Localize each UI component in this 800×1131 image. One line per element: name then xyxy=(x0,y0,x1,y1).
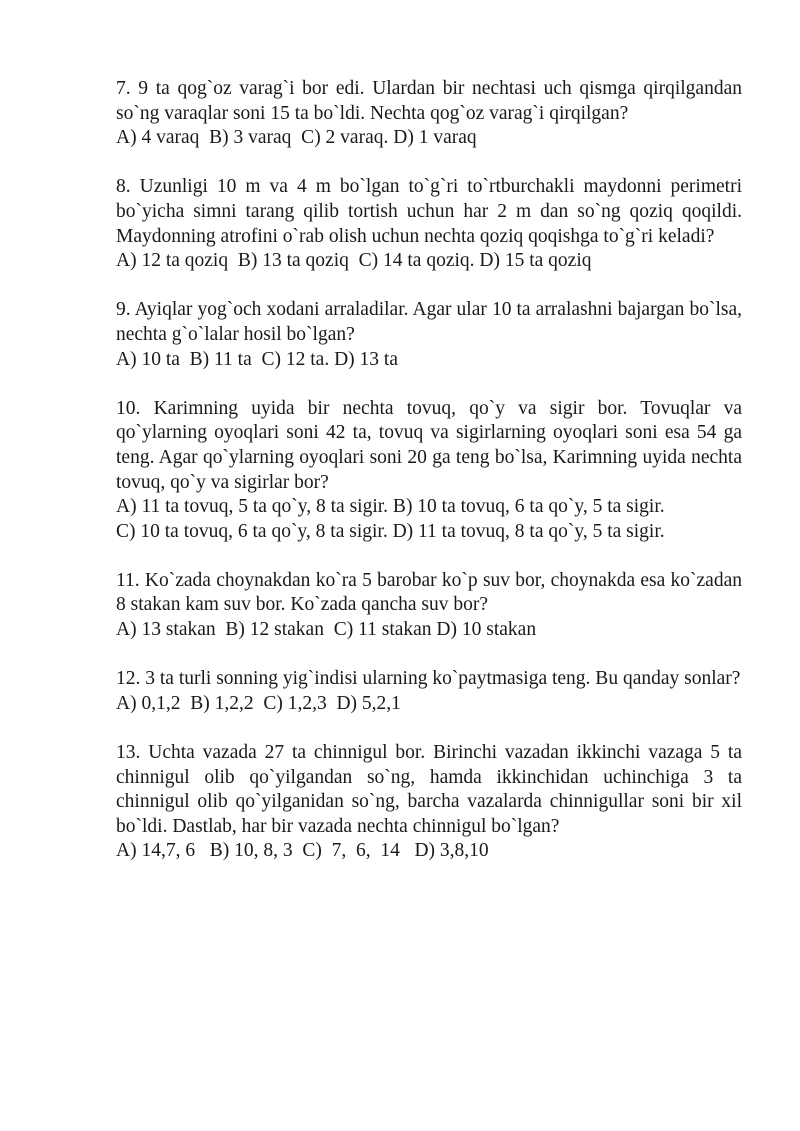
answer-options: A) 4 varaq B) 3 varaq C) 2 varaq. D) 1 varaq xyxy=(116,127,477,149)
question-text: 11. Ko`zada choynakdan ko`ra 5 barobar ko`p suv bor, choynakda esa ko`zadan 8 stakan kam suv bor. Ko`zada qancha suv bor? xyxy=(116,569,742,616)
question-12 xyxy=(116,667,742,716)
question-9 xyxy=(116,298,742,372)
question-text: 9. Ayiqlar yog`och xodani arraladilar. Agar ular 10 ta arralashni bajargan bo`lsa, nechta g`o`lalar hosil bo`lgan? xyxy=(116,299,742,345)
question-7 xyxy=(116,77,742,151)
question-11 xyxy=(116,569,742,643)
question-13 xyxy=(116,741,742,864)
question-8 xyxy=(116,175,742,273)
question-10 xyxy=(116,397,742,545)
question-text: 13. Uchta vazada 27 ta chinnigul bor. Birinchi vazadan ikkinchi vazaga 5 ta chinnigul olib qo`yilgandan so`ng, hamda ikkinchidan uchinchiga 3 ta chinnigul olib qo`yilganidan so`ng, barcha vazalarda chinnigullar soni bir xil bo`ldi. Dastlab, har bir vazada nechta chinnigul bo`lgan? xyxy=(116,742,742,837)
document-page xyxy=(116,77,742,889)
answer-options: A) 13 stakan B) 12 stakan C) 11 stakan D) 10 stakan xyxy=(116,619,537,641)
answer-options: A) 11 ta tovuq, 5 ta qo`y, 8 ta sigir. B) 10 ta tovuq, 6 ta qo`y, 5 ta sigir. xyxy=(116,496,665,518)
answer-options: A) 12 ta qoziq B) 13 ta qoziq C) 14 ta qoziq. D) 15 ta qoziq xyxy=(116,250,592,272)
question-text: 12. 3 ta turli sonning yig`indisi ularning ko`paytmasiga teng. Bu qanday sonlar? xyxy=(116,668,741,690)
answer-options: C) 10 ta tovuq, 6 ta qo`y, 8 ta sigir. D) 11 ta tovuq, 8 ta qo`y, 5 ta sigir. xyxy=(116,520,665,542)
answer-options: A) 10 ta B) 11 ta C) 12 ta. D) 13 ta xyxy=(116,348,398,370)
question-text: 8. Uzunligi 10 m va 4 m bo`lgan to`g`ri to`rtburchakli maydonni perimetri bo`yicha simni tarang qilib tortish uchun har 2 m dan so`ng qoziq qoqildi. Maydonning atrofini o`rab olish uchun nechta qoziq qoqishga to`g`ri keladi? xyxy=(116,176,742,247)
answer-options: A) 0,1,2 B) 1,2,2 C) 1,2,3 D) 5,2,1 xyxy=(116,692,401,714)
question-text: 10. Karimning uyida bir nechta tovuq, qo`y va sigir bor. Tovuqlar va qo`ylarning oyoqlari soni 42 ta, tovuq va sigirlarning oyoqlari soni esa 54 ga teng. Agar qo`ylarning oyoqlari soni 20 ga teng bo`lsa, Karimning uyida nechta tovuq, qo`y va sigirlar bor? xyxy=(116,397,742,493)
question-text: 7. 9 ta qog`oz varag`i bor edi. Ulardan bir nechtasi uch qismga qirqilgandan so`ng varaqlar soni 15 ta bo`ldi. Nechta qog`oz varag`i qirqilgan? xyxy=(116,78,742,124)
answer-options: A) 14,7, 6 B) 10, 8, 3 C) 7, 6, 14 D) 3,8,10 xyxy=(116,840,489,862)
